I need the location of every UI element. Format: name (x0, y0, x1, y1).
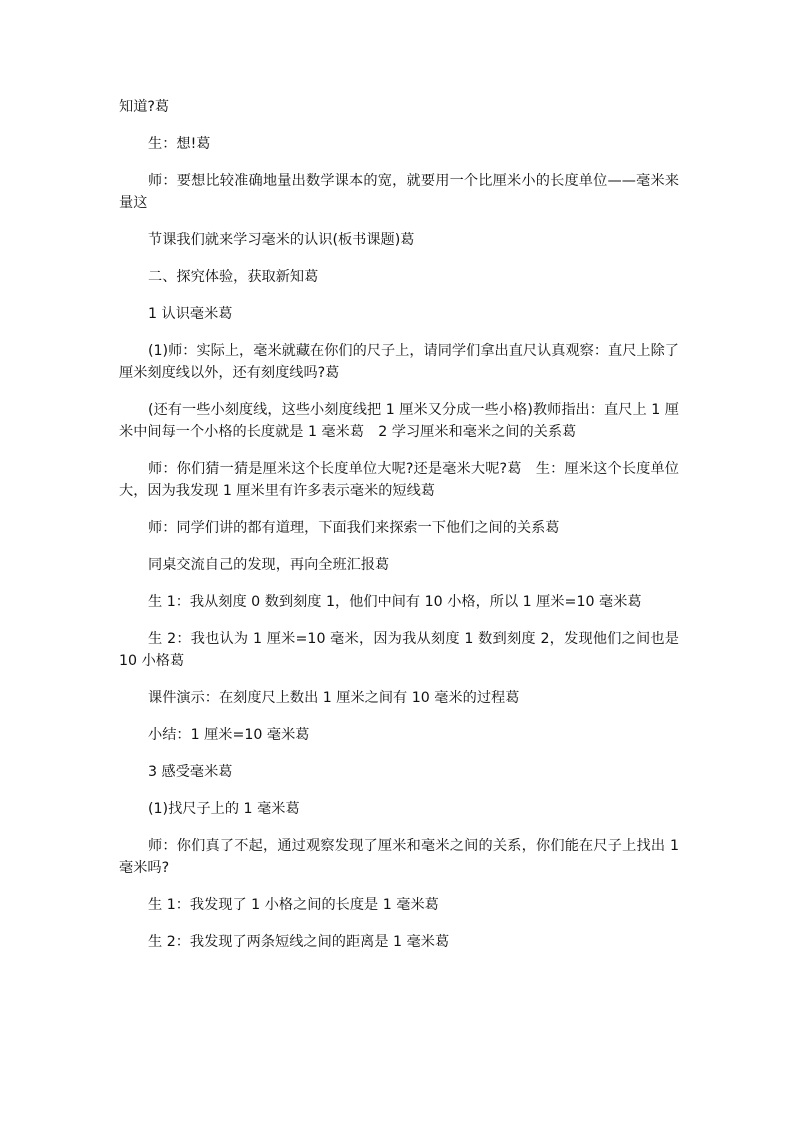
paragraph: (1)找尺子上的 1 毫米葛 (148, 801, 300, 817)
paragraph: 师：要想比较准确地量出数学课本的宽，就要用一个比厘米小的长度单位——毫米来量这 (119, 173, 679, 211)
paragraph: (还有一些小刻度线，这些小刻度线把 1 厘米又分成一些小格)教师指出：直尺上 1 厘米中间每一个小格的长度就是 1 毫米葛 2 学习厘米和毫米之间的关系葛 (119, 402, 679, 440)
paragraph: 小结：1 厘米=10 毫米葛 (148, 727, 310, 743)
paragraph: (1)师：实际上，毫米就藏在你们的尺子上，请同学们拿出直尺认真观察：直尺上除了厘米刻度线以外，还有刻度线吗?葛 (119, 343, 679, 381)
paragraph: 生 2：我发现了两条短线之间的距离是 1 毫米葛 (148, 934, 450, 950)
paragraph: 生：想!葛 (148, 136, 211, 152)
paragraph: 生 2：我也认为 1 厘米=10 毫米，因为我从刻度 1 数到刻度 2，发现他们之间也是 10 小格葛 (119, 631, 679, 669)
paragraph: 师：你们猜一猜是厘米这个长度单位大呢?还是毫米大呢?葛 生：厘米这个长度单位大，因为我发现 1 厘米里有许多表示毫米的短线葛 (119, 461, 679, 499)
paragraph: 3 感受毫米葛 (148, 764, 233, 780)
paragraph: 生 1：我发现了 1 小格之间的长度是 1 毫米葛 (148, 897, 439, 913)
paragraph: 课件演示：在刻度尺上数出 1 厘米之间有 10 毫米的过程葛 (148, 690, 520, 706)
paragraph: 师：同学们讲的都有道理，下面我们来探索一下他们之间的关系葛 (148, 520, 560, 536)
paragraph: 1 认识毫米葛 (148, 306, 233, 322)
paragraph: 二、探究体验，获取新知葛 (148, 269, 319, 285)
document-body (119, 96, 679, 968)
paragraph: 生 1：我从刻度 0 数到刻度 1，他们中间有 10 小格，所以 1 厘米=10 毫米葛 (148, 594, 642, 610)
paragraph: 知道?葛 (119, 99, 170, 115)
paragraph: 同桌交流自己的发现，再向全班汇报葛 (148, 557, 390, 573)
paragraph: 师：你们真了不起，通过观察发现了厘米和毫米之间的关系，你们能在尺子上找出 1 毫米吗? (119, 838, 679, 876)
paragraph: 节课我们就来学习毫米的认识(板书课题)葛 (148, 232, 415, 248)
